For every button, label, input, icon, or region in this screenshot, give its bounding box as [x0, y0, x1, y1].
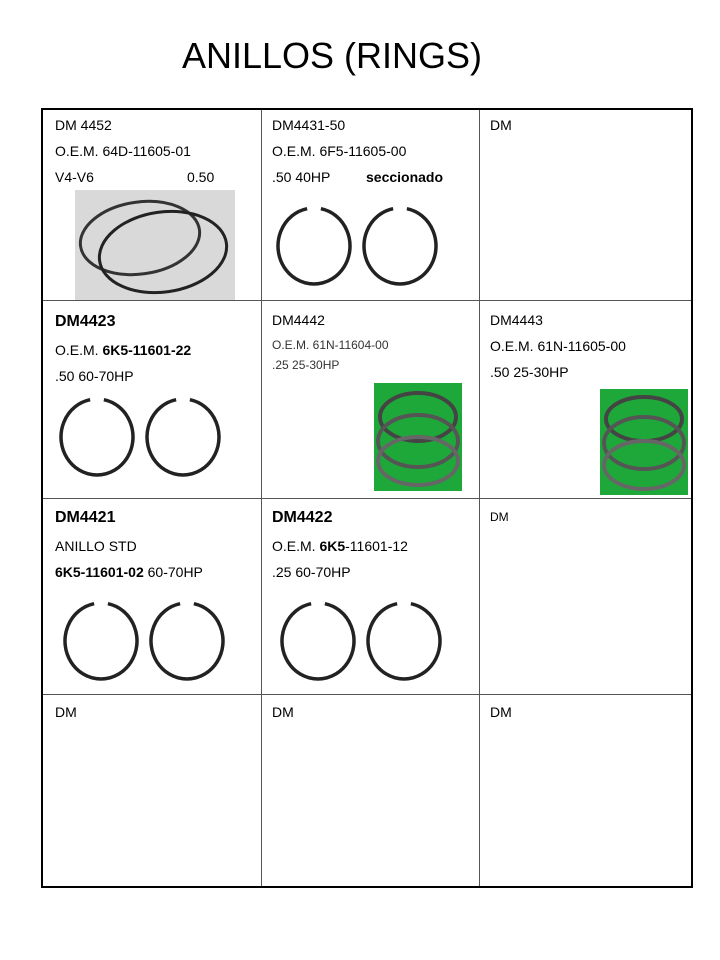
ring-pair-icon [55, 391, 255, 481]
product-code: DM [490, 117, 512, 133]
ring-pair-icon [276, 595, 476, 685]
oem-number: O.E.M. 6K5-11601-12 [272, 538, 408, 554]
product-code: DM [490, 704, 512, 720]
ring-icon-right [364, 209, 436, 284]
product-code: DM [490, 510, 509, 524]
oem-number: O.E.M. 64D-11605-01 [55, 143, 191, 159]
product-code: DM4423 [55, 313, 116, 330]
rings-photo-green [600, 389, 688, 495]
product-cell-dm4452 [43, 110, 261, 300]
page-title: ANILLOS (RINGS) [181, 35, 483, 76]
product-note: seccionado [366, 169, 444, 185]
product-code: DM4443 [490, 312, 543, 328]
oem-number: 6K5-11601-02 60-70HP [55, 564, 203, 580]
product-cell-dm-empty [480, 499, 693, 694]
product-description: ANILLO STD [55, 538, 137, 554]
product-cell-dm-empty [480, 110, 693, 300]
product-cell-dm4423 [43, 301, 261, 498]
product-code: DM [272, 704, 294, 720]
ring-pair-icon [59, 595, 259, 685]
product-code: DM [55, 704, 77, 720]
product-code: DM 4452 [55, 117, 112, 133]
product-cell-dm4421 [43, 499, 261, 694]
product-cell-dm4431-50 [262, 110, 479, 300]
product-cell-dm4442 [262, 301, 479, 498]
ring-icon-right [151, 604, 223, 679]
product-code: DM4431-50 [272, 117, 346, 133]
product-spec: .50 40HP [272, 169, 331, 185]
oem-number: O.E.M. 61N-11604-00 [272, 338, 389, 352]
product-cell-dm-empty [480, 695, 693, 886]
product-code: DM4422 [272, 509, 333, 526]
product-spec: .50 25-30HP [490, 364, 569, 380]
product-cell-dm4443 [480, 301, 693, 498]
oem-number: O.E.M. 6K5-11601-22 [55, 342, 192, 358]
ring-icon-left [282, 604, 354, 679]
product-code: DM4442 [272, 312, 325, 328]
oem-number: O.E.M. 6F5-11605-00 [272, 143, 407, 159]
product-cell-dm-empty [43, 695, 261, 886]
product-code: DM4421 [55, 509, 116, 526]
product-spec: .50 60-70HP [55, 368, 134, 384]
product-cell-dm-empty [262, 695, 479, 886]
ring-icon-right [368, 604, 440, 679]
product-spec: V4-V6 [55, 169, 94, 185]
oem-number: O.E.M. 61N-11605-00 [490, 338, 626, 354]
ring-icon-left [65, 604, 137, 679]
ring-icon-left [278, 209, 350, 284]
ring-pair-icon [272, 200, 472, 290]
product-grid [41, 108, 693, 888]
product-spec: .25 60-70HP [272, 564, 351, 580]
ring-icon-left [61, 400, 133, 475]
product-spec: .25 25-30HP [272, 358, 340, 372]
rings-photo-gray [75, 190, 235, 300]
ring-icon-right [147, 400, 219, 475]
product-size: 0.50 [187, 169, 215, 185]
rings-photo-green [374, 383, 462, 491]
product-cell-dm4422 [262, 499, 479, 694]
